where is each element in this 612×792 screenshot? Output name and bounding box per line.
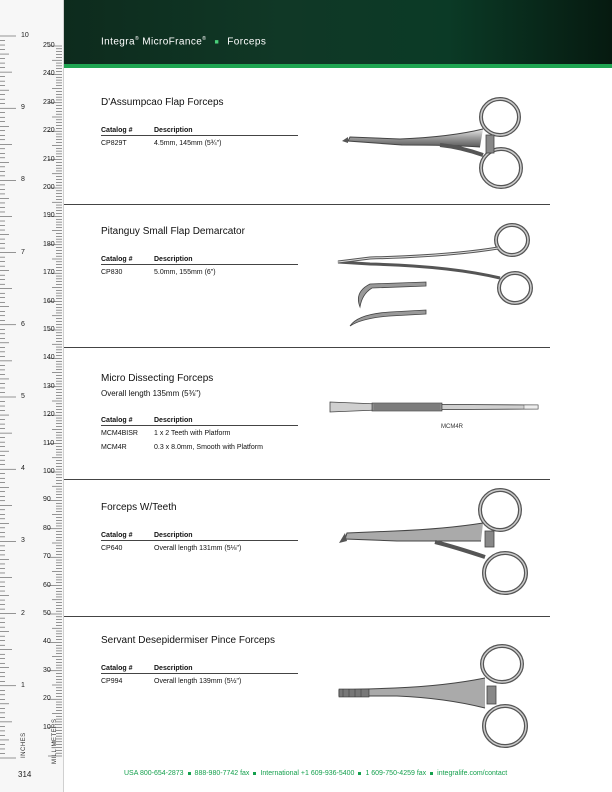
column-header-description: Description	[154, 417, 193, 424]
description: 1 x 2 Teeth with Platform	[154, 429, 231, 437]
footer-usa-phone: USA 800-654-2873	[124, 770, 184, 777]
spec-table	[101, 414, 298, 454]
spec-table-header	[101, 662, 298, 674]
column-header-description: Description	[154, 532, 193, 539]
page-number: 314	[18, 770, 32, 779]
ruler-mm-number: 250	[43, 42, 55, 49]
description: 0.3 x 8.0mm, Smooth with Platform	[154, 443, 263, 451]
separator-square-icon: ■	[214, 39, 220, 47]
ruler-mm-number: 150	[43, 326, 55, 333]
catalog-number: MCM4BISR	[101, 429, 138, 437]
ruler-mm-number: 40	[43, 638, 51, 646]
product-subtitle: Overall length 135mm (5⅜")	[101, 389, 201, 398]
ruler-mm-number: 130	[43, 382, 55, 390]
column-header-description: Description	[154, 256, 193, 263]
ruler-mm-number: 170	[43, 269, 55, 277]
section-divider	[64, 479, 550, 480]
column-header-description: Description	[154, 665, 193, 672]
spec-table	[101, 124, 298, 150]
ruler-mm-number: 30	[43, 666, 51, 674]
ruler-inch-number: 9	[21, 104, 25, 112]
footer-separator-icon	[358, 772, 361, 775]
dassumpcao-forceps-image	[340, 95, 540, 195]
ruler-inch-number: 10	[21, 32, 29, 39]
table-row	[101, 136, 298, 150]
ruler-ticks	[0, 0, 63, 792]
ruler-inch-number: 1	[21, 681, 25, 689]
description: Overall length 139mm (5½")	[154, 677, 242, 685]
pitanguy-demarcator-image	[330, 222, 540, 332]
section-divider	[64, 347, 550, 348]
footer-intl-fax: 1 609-750-4259 fax	[365, 770, 427, 777]
footer-intl-phone: International +1 609-936-5400	[260, 770, 355, 777]
footer-contact-link[interactable]: integralife.com/contact	[437, 770, 508, 777]
section-divider	[64, 204, 550, 205]
header-title	[101, 36, 266, 47]
catalog-number: CP830	[101, 268, 123, 276]
ruler-mm-number: 140	[43, 354, 55, 362]
footer-separator-icon	[253, 772, 256, 775]
description: Overall length 131mm (5⅛")	[154, 544, 242, 552]
column-header-catalog: Catalog #	[101, 127, 133, 134]
product-title: Forceps W/Teeth	[101, 502, 177, 513]
ruler-mm-number: 180	[43, 240, 55, 248]
ruler-mm-number: 80	[43, 524, 51, 532]
header-banner	[64, 0, 612, 66]
table-row	[101, 265, 298, 279]
ruler-mm-label: MILLIMETERS	[52, 718, 58, 764]
image-caption: MCM4R	[441, 424, 463, 430]
product-line-registered-mark: ®	[202, 36, 207, 42]
footer-separator-icon	[188, 772, 191, 775]
ruler-mm-number: 70	[43, 553, 51, 561]
product-line-name: MicroFrance	[142, 36, 203, 48]
column-header-catalog: Catalog #	[101, 532, 133, 539]
ruler-inch-number: 8	[21, 176, 25, 184]
ruler-mm-number: 210	[43, 155, 55, 163]
spec-table-header	[101, 253, 298, 265]
ruler-inch-number: 3	[21, 537, 25, 545]
catalog-number: MCM4R	[101, 443, 127, 451]
spec-table	[101, 253, 298, 279]
section-name: Forceps	[227, 36, 267, 48]
measurement-ruler	[0, 0, 64, 792]
catalog-number: CP829T	[101, 139, 127, 147]
brand-registered-mark: ®	[134, 36, 140, 42]
catalog-number: CP994	[101, 677, 123, 685]
column-header-catalog: Catalog #	[101, 417, 133, 424]
column-header-description: Description	[154, 127, 193, 134]
header-accent-stripe	[64, 64, 612, 68]
product-title: Micro Dissecting Forceps	[101, 373, 214, 384]
ruler-mm-number: 240	[43, 70, 55, 78]
spec-table	[101, 662, 298, 688]
spec-table-header	[101, 414, 298, 426]
catalog-number: CP640	[101, 544, 123, 552]
column-header-catalog: Catalog #	[101, 256, 133, 263]
ruler-inches-label: INCHES	[21, 732, 27, 758]
ruler-inch-number: 7	[21, 248, 25, 256]
column-header-catalog: Catalog #	[101, 665, 133, 672]
ruler-mm-number: 120	[43, 411, 55, 419]
ruler-mm-number: 110	[43, 439, 55, 447]
ruler-mm-number: 230	[43, 98, 55, 106]
ruler-inch-number: 5	[21, 393, 25, 400]
spec-table-header	[101, 124, 298, 136]
ruler-mm-number: 10	[43, 723, 51, 731]
product-title: Servant Desepidermiser Pince Forceps	[101, 635, 275, 646]
table-row	[101, 426, 298, 440]
ruler-mm-number: 160	[43, 297, 55, 305]
servant-desepidermiser-forceps-image	[335, 642, 540, 752]
ruler-inch-number: 6	[21, 320, 25, 328]
ruler-mm-number: 20	[43, 695, 51, 703]
ruler-inch-number: 2	[21, 609, 25, 617]
spec-table	[101, 529, 298, 555]
footer-separator-icon	[430, 772, 433, 775]
table-row	[101, 440, 298, 454]
product-title: Pitanguy Small Flap Demarcator	[101, 226, 245, 237]
table-row	[101, 674, 298, 688]
ruler-mm-number: 90	[43, 496, 51, 504]
ruler-inch-number: 4	[21, 465, 25, 473]
description: 5.0mm, 155mm (6")	[154, 268, 216, 276]
ruler-mm-number: 60	[43, 581, 51, 589]
ruler-mm-number: 100	[43, 468, 55, 475]
ruler-mm-number: 190	[43, 212, 55, 220]
product-title: D'Assumpcao Flap Forceps	[101, 97, 224, 108]
footer-usa-fax: 888-980-7742 fax	[194, 770, 250, 777]
description: 4.5mm, 145mm (5¾")	[154, 139, 222, 147]
section-divider	[64, 616, 550, 617]
ruler-mm-number: 200	[43, 184, 55, 191]
footer-contact	[124, 770, 507, 777]
table-row	[101, 541, 298, 555]
brand-name: Integra	[101, 36, 135, 48]
spec-table-header	[101, 529, 298, 541]
ruler-mm-number: 50	[43, 610, 51, 617]
ruler-mm-number: 220	[43, 127, 55, 135]
forceps-with-teeth-image	[335, 485, 540, 595]
micro-dissecting-forceps-image	[328, 396, 543, 418]
